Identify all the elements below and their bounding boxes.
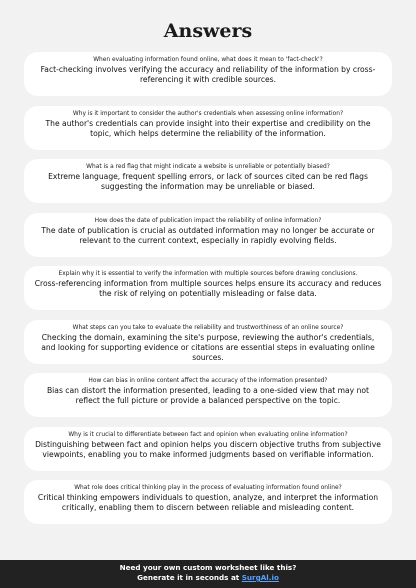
question-text: What is a red flag that might indicate a website is unreliable or potentially biased? xyxy=(86,164,330,170)
question-text: Explain why it is essential to verify the information with multiple sources before drawing conclusions. xyxy=(58,271,358,277)
answer-text: Critical thinking empowers individuals to question, analyze, and interpret the information critically, enabling them to discern between reliable and misleading content. xyxy=(37,493,379,512)
answer-card xyxy=(24,373,392,417)
question-text: How can bias in online content affect the accuracy of the information presented? xyxy=(88,378,328,384)
answer-card xyxy=(24,52,392,96)
question-text: Why is it crucial to differentiate between fact and opinion when evaluating online information? xyxy=(68,431,348,438)
answer-card xyxy=(24,480,392,524)
question-text: What role does critical thinking play in the process of evaluating information found online? xyxy=(74,485,342,491)
question-text: What steps can you take to evaluate the reliability and trustworthiness of an online source? xyxy=(72,324,344,331)
answer-text: Distinguishing between fact and opinion helps you discern objective truths from subjective viewpoints, enabling you to make informed judgments based on verifiable information. xyxy=(35,439,381,459)
answer-text: Bias can distort the information presented, leading to a one-sided view that may not reflect the full picture or provide a balanced perspective on the topic. xyxy=(46,386,370,405)
answer-card xyxy=(24,320,392,364)
answer-text: The date of publication is crucial as outdated information may no longer be accurate or relevant to the current context, especially in rapidly evolving fields. xyxy=(41,225,375,245)
page-title: Answers xyxy=(163,20,253,42)
footer-banner xyxy=(0,560,416,588)
question-text: Why is it important to consider the author's credentials when assessing online information? xyxy=(72,110,344,117)
answer-card xyxy=(24,106,392,150)
answer-card xyxy=(24,427,392,471)
answer-text: Checking the domain, examining the site's purpose, reviewing the author's credentials, and looking for supporting evidence or citations are essential steps in evaluating online sources. xyxy=(41,332,375,362)
answer-text: The author's credentials can provide insight into their expertise and credibility on the topic, which helps determine the reliability of the information. xyxy=(45,118,371,138)
answer-card xyxy=(24,213,392,257)
answer-card xyxy=(24,159,392,203)
footer-line-1: Need your own custom worksheet like this? xyxy=(119,563,297,572)
answer-text: Cross-referencing information from multiple sources helps ensure its accuracy and reduces the risk of relying on potentially misleading or false data. xyxy=(34,279,382,298)
answer-text: Fact-checking involves verifying the accuracy and reliability of the information by cross-referencing it with credible sources. xyxy=(40,65,376,84)
answers-list xyxy=(24,52,392,534)
footer-line-2 xyxy=(0,573,416,583)
answer-card xyxy=(24,266,392,310)
footer-link[interactable]: SurgAl.io xyxy=(241,573,279,582)
question-text: How does the date of publication impact the reliability of online information? xyxy=(94,217,322,224)
footer-line-2-prefix: Generate it in seconds at xyxy=(137,573,242,582)
answer-text: Extreme language, frequent spelling errors, or lack of sources cited can be red flags suggesting the information may be unreliable or biased. xyxy=(48,172,368,191)
question-text: When evaluating information found online, what does it mean to 'fact-check'? xyxy=(93,57,323,63)
